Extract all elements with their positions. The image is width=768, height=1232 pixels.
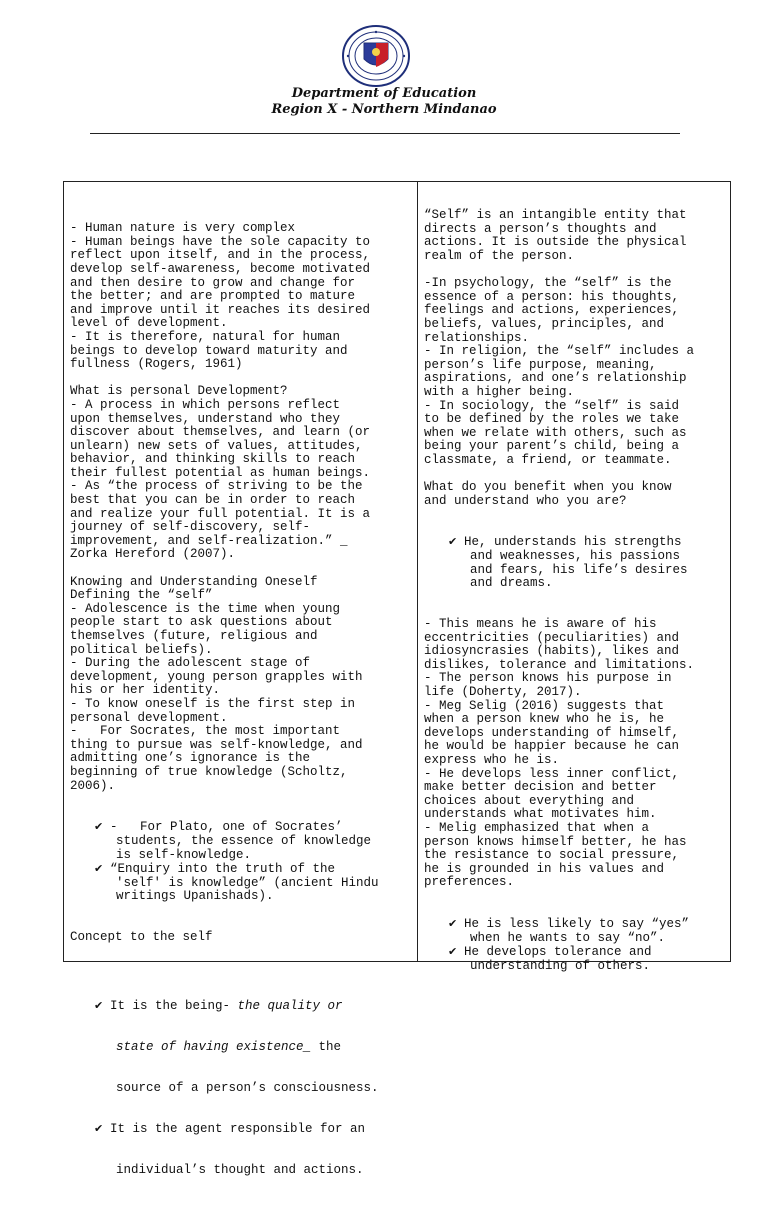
header-rule: [90, 133, 680, 134]
text-line: - A process in which persons reflect: [70, 397, 341, 412]
text-line: and realize your full potential. It is a: [70, 506, 371, 521]
column-divider: [417, 182, 418, 961]
concept-line: source of a person’s consciousness.: [116, 1080, 379, 1095]
right-paragraphs-top: [424, 209, 728, 508]
text-line: feelings and actions, experiences,: [424, 303, 680, 318]
agency-name: Department of Education: [291, 86, 477, 101]
checklist-text: He develops tolerance and: [464, 945, 652, 960]
text-line: - In sociology, the “self” is said: [424, 398, 680, 413]
text-line: Defining the “self”: [70, 588, 213, 603]
checkmark-icon: ✔: [448, 945, 458, 959]
concept-line: the: [311, 1039, 342, 1054]
checkmark-icon: ✔: [94, 999, 104, 1013]
checklist-item: [424, 945, 728, 960]
text-line: unlearn) new sets of values, attitudes,: [70, 438, 363, 453]
text-line: dislikes, tolerance and limitations.: [424, 657, 695, 672]
text-line: behavior, and thinking skills to reach: [70, 452, 356, 467]
text-line: journey of self-discovery, self-: [70, 520, 311, 535]
text-line: their fullest potential as human beings.: [70, 465, 371, 480]
text-line: develop self-awareness, become motivated: [70, 261, 371, 276]
text-line: beliefs, values, principles, and: [424, 316, 665, 331]
concept-italic: the quality or: [237, 999, 343, 1014]
text-line: personal development.: [70, 710, 228, 725]
text-line: reflect upon itself, and in the process,: [70, 248, 371, 263]
text-line: when we relate with others, such as: [424, 425, 687, 440]
text-line: best that you can be in order to reach: [70, 493, 356, 508]
checklist-text: students, the essence of knowledge: [116, 833, 372, 848]
checklist-item: [70, 820, 410, 835]
text-line: discover about themselves, and learn (or: [70, 425, 371, 440]
text-line: develops understanding of himself,: [424, 725, 680, 740]
text-line: - Human beings have the sole capacity to: [70, 234, 371, 249]
checklist-text: and fears, his life’s desires: [470, 562, 688, 577]
checkmark-icon: ✔: [448, 535, 458, 549]
text-line: directs a person’s thoughts and: [424, 221, 657, 236]
text-line: - During the adolescent stage of: [70, 656, 311, 671]
checklist-text: He, understands his strengths: [464, 535, 682, 550]
text-line: the resistance to social pressure,: [424, 848, 680, 863]
text-line: preferences.: [424, 875, 515, 890]
text-line: he is grounded in his values and: [424, 861, 665, 876]
text-line: - To know oneself is the first step in: [70, 696, 356, 711]
checklist-text: when he wants to say “no”.: [470, 930, 666, 945]
text-line: themselves (future, religious and: [70, 629, 318, 643]
concept-line: It is the agent responsible for an: [110, 1122, 366, 1137]
text-line: - In religion, the “self” includes a: [424, 344, 695, 359]
text-line: realm of the person.: [424, 248, 575, 263]
text-line: [70, 372, 410, 386]
text-line: - It is therefore, natural for human: [70, 329, 341, 344]
checklist-text: writings Upanishads).: [116, 889, 274, 904]
text-line: relationships.: [424, 330, 530, 345]
text-line: “Self” is an intangible entity that: [424, 208, 687, 223]
text-line: - Human nature is very complex: [70, 221, 296, 236]
text-line: - This means he is aware of his: [424, 617, 657, 631]
text-line: people start to ask questions about: [70, 615, 333, 630]
text-line: and then desire to grow and change for: [70, 275, 356, 290]
text-line: Knowing and Understanding Oneself: [70, 574, 318, 589]
text-line: his or her identity.: [70, 683, 221, 698]
checklist-text: “Enquiry into the truth of the: [110, 862, 336, 877]
content-table: [63, 181, 731, 1178]
concept-italic: state of having existence_: [116, 1039, 312, 1054]
text-line: and improve until it reaches its desired: [70, 302, 371, 317]
text-line: - For Socrates, the most important: [70, 724, 341, 739]
text-line: being your parent’s child, being a: [424, 439, 680, 454]
text-line: political beliefs).: [70, 642, 213, 657]
region-name: Region X - Northern Mindanao: [271, 102, 497, 117]
text-line: 2006).: [70, 778, 116, 793]
text-line: What do you benefit when you know: [424, 480, 672, 495]
checkmark-icon: ✔: [94, 820, 104, 834]
text-line: beginning of true knowledge (Scholtz,: [70, 764, 348, 779]
text-line: upon themselves, understand who they: [70, 411, 341, 426]
text-line: the better; and are prompted to mature: [70, 289, 356, 304]
text-line: improvement, and self-realization.” _: [70, 533, 348, 548]
left-paragraphs: [70, 222, 410, 793]
checklist-text: 'self' is knowledge” (ancient Hindu: [116, 875, 379, 890]
text-line: express who he is.: [424, 752, 560, 767]
text-line: he would be happier because he can: [424, 739, 680, 754]
text-line: beings to develop toward maturity and: [70, 343, 348, 358]
right-column: [424, 182, 728, 1001]
text-line: aspirations, and one’s relationship: [424, 371, 687, 386]
checklist-item: [424, 535, 728, 550]
text-line: make better decision and better: [424, 780, 657, 795]
text-line: - The person knows his purpose in: [424, 671, 672, 686]
text-line: - He develops less inner conflict,: [424, 766, 680, 781]
text-line: choices about everything and: [424, 793, 635, 808]
concept-line: It is the being-: [110, 999, 238, 1014]
checklist-text: and dreams.: [470, 576, 553, 591]
left-column: [70, 195, 410, 1232]
checklist-text: and weaknesses, his passions: [470, 549, 681, 564]
checklist-text: is self-knowledge.: [116, 847, 252, 862]
text-line: life (Doherty, 2017).: [424, 684, 582, 699]
text-line: level of development.: [70, 316, 228, 331]
text-line: essence of a person: his thoughts,: [424, 289, 680, 304]
text-line: Zorka Hereford (2007).: [70, 547, 236, 562]
text-line: [424, 467, 728, 481]
checklist-text: He is less likely to say “yes”: [464, 917, 690, 932]
right-paragraphs-bottom: [424, 618, 728, 890]
text-line: - Meg Selig (2016) suggests that: [424, 698, 665, 713]
text-line: [424, 264, 728, 278]
text-line: admitting one’s ignorance is the: [70, 751, 311, 766]
left-bullets-plato-hindu: [70, 820, 410, 904]
text-line: - Melig emphasized that when a: [424, 820, 650, 835]
text-line: when a person knew who he is, he: [424, 712, 665, 727]
right-bullets-yes-no: [424, 917, 728, 973]
checkmark-icon: ✔: [448, 917, 458, 931]
checklist-text: understanding of others.: [470, 958, 651, 973]
checklist-item: [70, 862, 410, 877]
text-line: person knows himself better, he has: [424, 834, 687, 849]
text-line: person’s life purpose, meaning,: [424, 357, 657, 372]
text-line: What is personal Development?: [70, 384, 288, 399]
checkmark-icon: ✔: [94, 862, 104, 876]
checklist-text: - For Plato, one of Socrates’: [110, 820, 343, 835]
text-line: [70, 562, 410, 576]
deped-seal-logo: [334, 25, 418, 87]
checkmark-icon: ✔: [94, 1122, 104, 1136]
text-line: and understand who you are?: [424, 493, 627, 508]
text-line: -In psychology, the “self” is the: [424, 276, 672, 291]
concept-line: individual’s thought and actions.: [116, 1163, 364, 1178]
concept-heading: Concept to the self: [70, 930, 213, 945]
right-bullet-strengths: [424, 535, 728, 590]
text-line: - Adolescence is the time when young: [70, 601, 341, 616]
text-line: with a higher being.: [424, 384, 575, 399]
text-line: classmate, a friend, or teammate.: [424, 452, 672, 467]
text-line: thing to pursue was self-knowledge, and: [70, 737, 363, 752]
text-line: to be defined by the roles we take: [424, 412, 680, 427]
text-line: idiosyncrasies (habits), likes and: [424, 644, 680, 659]
text-line: - As “the process of striving to be the: [70, 479, 363, 494]
text-line: development, young person grapples with: [70, 669, 363, 684]
text-line: understands what motivates him.: [424, 807, 657, 822]
checklist-item: [424, 917, 728, 932]
left-bullets-concept: [70, 972, 410, 1205]
text-line: eccentricities (peculiarities) and: [424, 630, 680, 645]
text-line: actions. It is outside the physical: [424, 235, 687, 250]
text-line: fullness (Rogers, 1961): [70, 357, 243, 372]
